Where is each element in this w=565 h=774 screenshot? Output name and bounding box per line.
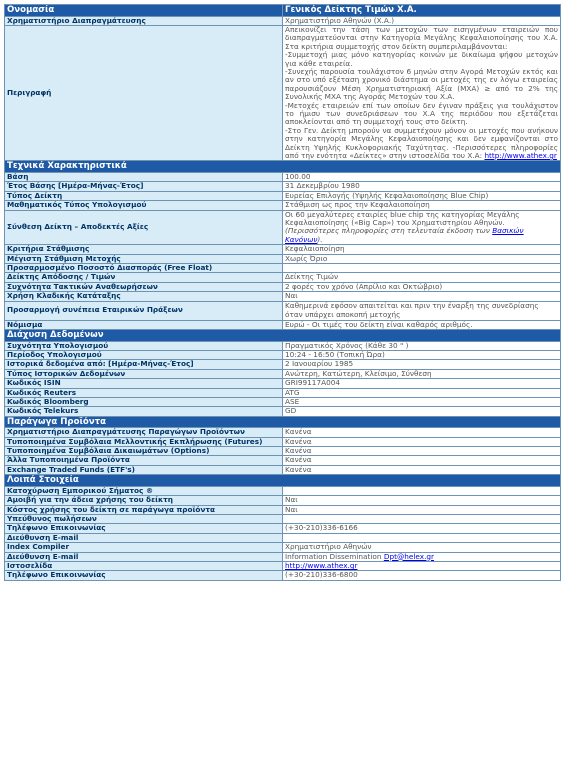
row-value: Ευρείας Επιλογής (Υψηλής Κεφαλαιοποίησης Blue Chip) <box>283 191 561 200</box>
table-row <box>5 496 561 505</box>
row-value: Ανώτερη, Κατώτερη, Κλείσιμο, Σύνθεση <box>283 369 561 378</box>
table-row <box>5 515 561 524</box>
table-row <box>5 292 561 301</box>
row-value <box>283 486 561 495</box>
row-value: 31 Δεκεμβρίου 1980 <box>283 182 561 191</box>
table-row <box>5 388 561 397</box>
header-value: Γενικός Δείκτης Τιμών Χ.Α. <box>283 5 561 17</box>
row-value: Δείκτης Τιμών <box>283 273 561 282</box>
description-key: Περιγραφή <box>5 25 283 161</box>
table-row <box>5 16 561 25</box>
section-other <box>5 475 561 487</box>
table-row <box>5 486 561 495</box>
row-key: Περίοδος Υπολογισμού <box>5 350 283 359</box>
row-key: Συχνότητα Υπολογισμού <box>5 341 283 350</box>
row-value: Ευρώ - Οι τιμές του δείκτη είναι καθαρός αριθμός. <box>283 320 561 329</box>
table-row <box>5 201 561 210</box>
table-row <box>5 533 561 542</box>
row-value: Χρηματιστήριο Αθηνών <box>283 543 561 552</box>
technical-rows-3 <box>5 320 561 329</box>
row-key: Τύπος Ιστορικών Δεδομένων <box>5 369 283 378</box>
website-row <box>5 562 561 571</box>
row-value: 10:24 - 16:50 (Τοπική Ώρα) <box>283 350 561 359</box>
row-key: Έτος Βάσης [Ημέρα-Μήνας-Έτος] <box>5 182 283 191</box>
table-row <box>5 245 561 254</box>
table-row <box>5 428 561 437</box>
table-row <box>5 369 561 378</box>
row-value: GRI99117A004 <box>283 379 561 388</box>
athex-website-link[interactable]: http://www.athex.gr <box>484 151 557 160</box>
section-title: Λοιπά Στοιχεία <box>5 475 561 487</box>
header-key: Ονομασία <box>5 5 283 17</box>
composition-value <box>283 210 561 245</box>
phone-value: (+30-210)336-6800 <box>283 571 561 580</box>
row-value: ATG <box>283 388 561 397</box>
section-title: Τεχνικά Χαρακτηριστικά <box>5 161 561 173</box>
row-value: Κανένα <box>283 465 561 474</box>
description-line: -Μετοχές εταιρειών επί των οποίων δεν έγιναν πράξεις για τουλάχιστον το ήμισυ των συνεδριάσεων του Χ.Α της περιόδου που εξετάζεται αποκλείονται από τη συμμετοχή τους στο δείκτη. <box>285 100 558 127</box>
row-key: Index Compiler <box>5 543 283 552</box>
table-row <box>5 465 561 474</box>
website-value <box>283 562 561 571</box>
row-key: Κωδικός ISIN <box>5 379 283 388</box>
row-value: GD <box>283 407 561 416</box>
composition-note: (Περισσότερες πληροφορίες στη τελευταία έκδοση των <box>285 226 490 236</box>
row-key: Τηλέφωνο Επικοινωνίας <box>5 524 283 533</box>
row-key: Κωδικός Telekurs <box>5 407 283 416</box>
table-row <box>5 407 561 416</box>
basic-rules-link[interactable]: Βασικών Κανόνων <box>285 226 524 244</box>
table-row <box>5 282 561 291</box>
technical-rows <box>5 172 561 210</box>
phone-row <box>5 571 561 580</box>
row-value: Κανένα <box>283 437 561 446</box>
row-key: Κριτήρια Στάθμισης <box>5 245 283 254</box>
corporate-actions-key: Προσαρμογή συνέπεια Εταιρικών Πράξεων <box>5 301 283 320</box>
composition-key: Σύνθεση Δείκτη – Αποδεκτές Αξίες <box>5 210 283 245</box>
composition-note-end: ). <box>317 234 323 244</box>
table-row <box>5 320 561 329</box>
row-value: Ναι <box>283 292 561 301</box>
table-row <box>5 182 561 191</box>
composition-text: Οι 60 μεγαλύτερες εταιρίες blue chip της κατηγορίας Μεγάλης Κεφαλαιοποίησης («Big Cap») του Χρηματιστηρίου Αθηνών. <box>285 210 520 227</box>
row-value: (+30-210)336-6166 <box>283 524 561 533</box>
section-title: Παράγωγα Προϊόντα <box>5 416 561 428</box>
index-spec-sheet <box>4 4 561 581</box>
section-technical <box>5 161 561 173</box>
email-link[interactable]: Dpt@helex.gr <box>383 552 435 561</box>
email-key: Διεύθυνση E-mail <box>5 552 283 561</box>
email-label: Information Dissemination <box>285 552 382 561</box>
website-link[interactable]: http://www.athex.gr <box>285 561 358 571</box>
table-row <box>5 456 561 465</box>
section-distribution <box>5 330 561 342</box>
row-value: Πραγματικός Χρόνος (Κάθε 30 " ) <box>283 341 561 350</box>
table-row <box>5 543 561 552</box>
row-value <box>283 515 561 524</box>
row-value: Κανένα <box>283 447 561 456</box>
row-key: Κωδικός Reuters <box>5 388 283 397</box>
technical-rows-2 <box>5 245 561 301</box>
row-value: Κανένα <box>283 428 561 437</box>
general-rows <box>5 16 561 25</box>
row-key: Προσαρμοσμένο Ποσοστό Διασποράς (Free Float) <box>5 263 283 272</box>
row-value: Στάθμιση ως προς την Κεφαλαιοποίηση <box>283 201 561 210</box>
row-key: Δείκτης Απόδοσης / Τιμών <box>5 273 283 282</box>
distribution-rows <box>5 341 561 416</box>
row-value <box>283 263 561 272</box>
row-key: Μέγιστη Στάθμιση Μετοχής <box>5 254 283 263</box>
row-key: Χρηματιστήριο Διαπραγμάτευσης <box>5 16 283 25</box>
description-line: -Συμμετοχή μιας μόνο κατηγορίας κοινών με δικαίωμα ψήφου μετοχών για κάθε εταιρεία. <box>285 50 558 68</box>
row-key: Αμοιβή για την άδεια χρήσης του δείκτη <box>5 496 283 505</box>
row-key: Κωδικός Bloomberg <box>5 397 283 406</box>
row-value: Χωρίς Όριο <box>283 254 561 263</box>
corporate-actions-value: Καθημερινά εφόσον απαιτείται και πριν την έναρξη της συνεδρίασης όταν υπάρχει αποκοπή μετοχής <box>283 301 561 320</box>
composition-row <box>5 210 561 245</box>
table-header-row <box>5 5 561 17</box>
table-row <box>5 254 561 263</box>
row-value: Ναι <box>283 496 561 505</box>
description-line: Απεικονίζει την τάση των μετοχών των εισηγμένων εταιρειών που διαπραγματεύονται στην Κατηγορία Μεγάλης Κεφαλαιοποίησης του Χ.Α. Στα κριτήρια συμμετοχής στον δείκτη συμπεριλαμβάνονται: <box>285 25 558 51</box>
derivatives-rows <box>5 428 561 475</box>
row-value: 100.00 <box>283 172 561 181</box>
row-value: 2 φορές τον χρόνο (Απρίλιο και Οκτώβριο) <box>283 282 561 291</box>
table-row <box>5 447 561 456</box>
table-row <box>5 263 561 272</box>
row-key: Συχνότητα Τακτικών Αναθεωρήσεων <box>5 282 283 291</box>
table-row <box>5 360 561 369</box>
table-row <box>5 191 561 200</box>
description-line: -Συνεχής παρουσία τουλάχιστον 6 μηνών στην Αγορά Μετοχών εκτός και αν στο υπό εξέταση χρονικό διάστημα οι μετοχές της εν λόγω εταιρείας παρουσιάζουν Μέση Χρηματιστηριακή Αξία (ΜΧΑ) ≥ από το 2% της Συνολικής ΜΧΑ της Αγοράς Μετοχών του Χ.Α. <box>285 66 558 102</box>
table-row <box>5 437 561 446</box>
website-key: Ιστοσελίδα <box>5 562 283 571</box>
table-row <box>5 350 561 359</box>
description-row <box>5 25 561 161</box>
table-row <box>5 379 561 388</box>
row-key: Βάση <box>5 172 283 181</box>
table-row <box>5 524 561 533</box>
spec-table <box>4 4 561 581</box>
section-derivatives <box>5 416 561 428</box>
table-row <box>5 273 561 282</box>
phone-key: Τηλέφωνο Επικοινωνίας <box>5 571 283 580</box>
row-value: ASE <box>283 397 561 406</box>
description-line <box>285 127 558 161</box>
table-row <box>5 172 561 181</box>
row-key: Υπεύθυνος πωλήσεων <box>5 515 283 524</box>
table-row <box>5 341 561 350</box>
email-row <box>5 552 561 561</box>
table-row <box>5 397 561 406</box>
description-last-text: -Στο Γεν. Δείκτη μπορούν να συμμετέχουν μόνον οι μετοχές που ανήκουν στην κατηγορία Μεγάλης Κεφαλαιοποίησης και δεν εμφανίζονται στο Δείκτη Υψηλής Κυκλοφοριακής Ταχύτητας. -Περισσότερες πληροφορίες από την ενότητα «Δείκτες» στην ιστοσελίδα του Χ.Α: <box>285 125 558 160</box>
row-key: Νόμισμα <box>5 320 283 329</box>
row-key: Τυποποιημένα Συμβόλαια Μελλοντικής Εκπλήρωσης (Futures) <box>5 437 283 446</box>
row-key: Τυποποιημένα Συμβόλαια Δικαιωμάτων (Options) <box>5 447 283 456</box>
corporate-actions-row <box>5 301 561 320</box>
row-key: Τύπος Δείκτη <box>5 191 283 200</box>
row-key: Exchange Traded Funds (ETF's) <box>5 465 283 474</box>
row-value: Ναι <box>283 505 561 514</box>
row-key: Χρηματιστήριο Διαπραγμάτευσης Παραγώγων Προϊόντων <box>5 428 283 437</box>
row-key: Μαθηματικός Τύπος Υπολογισμού <box>5 201 283 210</box>
section-title: Διάχυση Δεδομένων <box>5 330 561 342</box>
other-rows <box>5 486 561 552</box>
row-value <box>283 533 561 542</box>
row-value: Κανένα <box>283 456 561 465</box>
description-value <box>283 25 561 161</box>
email-value <box>283 552 561 561</box>
row-key: Κατοχύρωση Εμπορικού Σήματος ® <box>5 486 283 495</box>
row-value: Κεφαλαιοποίηση <box>283 245 561 254</box>
row-key: Άλλα Τυποποιημένα Προϊόντα <box>5 456 283 465</box>
row-value: 2 Ιανουαρίου 1985 <box>283 360 561 369</box>
table-row <box>5 505 561 514</box>
row-value: Χρηματιστήριο Αθηνών (Χ.Α.) <box>283 16 561 25</box>
row-key: Χρήση Κλαδικής Κατάταξης <box>5 292 283 301</box>
row-key: Κόστος χρήσης του δείκτη σε παράγωγα προϊόντα <box>5 505 283 514</box>
row-key: Ιστορικά δεδομένα από: [Ημέρα-Μήνας-Έτος] <box>5 360 283 369</box>
row-key: Διεύθυνση E-mail <box>5 533 283 542</box>
